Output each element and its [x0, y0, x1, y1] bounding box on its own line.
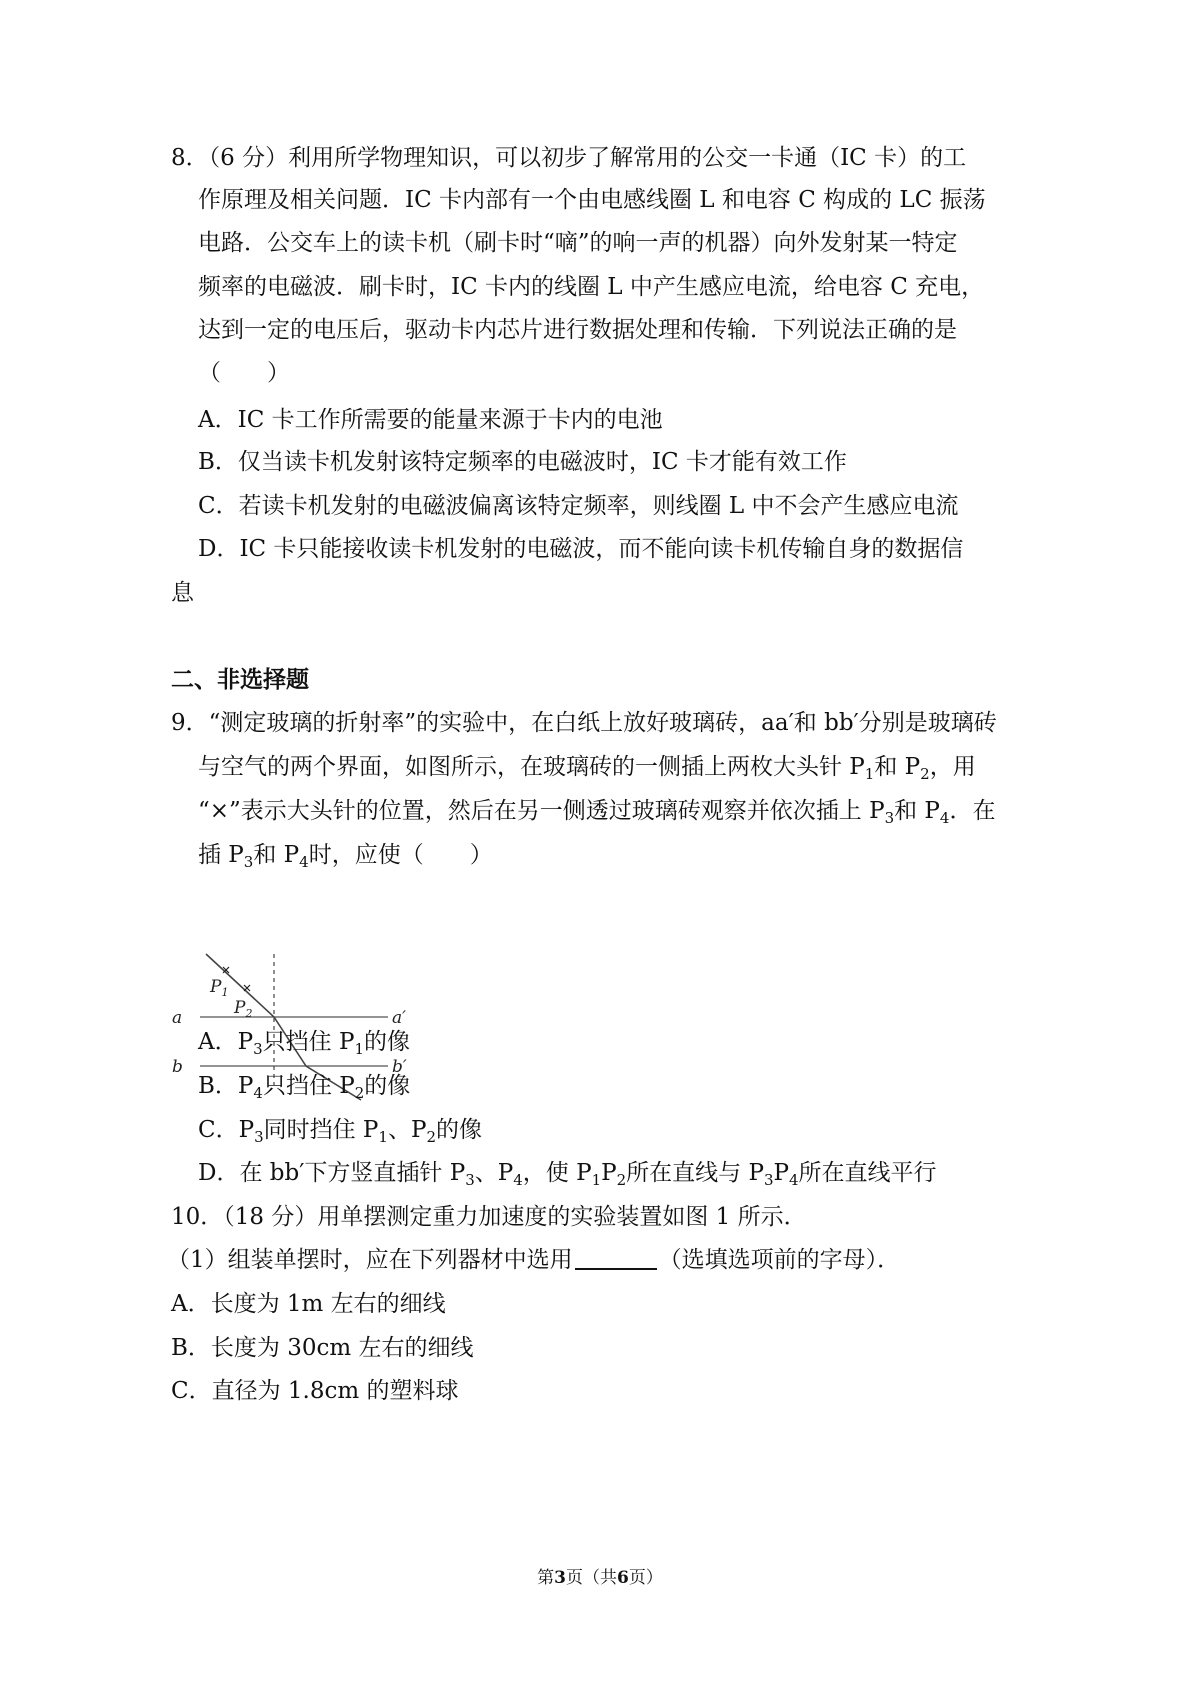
q8-option-d-cont: 息 [171, 580, 194, 606]
q9-sub: 2 [616, 1171, 627, 1189]
q9-sub: 4 [513, 1171, 523, 1189]
q8-option-a: A．IC 卡工作所需要的能量来源于卡内的电池 [198, 407, 663, 433]
q8-line-3: 电路．公交车上的读卡机（刷卡时“嘀”的响一声的机器）向外发射某一特定 [198, 230, 958, 256]
pin-p2-mark [244, 985, 250, 991]
q9-line-1: 9．“测定玻璃的折射率”的实验中，在白纸上放好玻璃砖，aa′和 bb′分别是玻璃砖 [171, 710, 997, 736]
footer-page-number: 3 [554, 1568, 566, 1588]
q9-option-c-text: 、P [387, 1117, 427, 1143]
q9-option-d-text: D．在 bb′下方竖直插针 P [198, 1160, 466, 1186]
q9-line-4-text-a: 插 P [198, 842, 244, 868]
q9-sub: 4 [789, 1171, 799, 1189]
q9-sub: 2 [426, 1128, 436, 1146]
q10-option-a: A．长度为 1m 左右的细线 [171, 1291, 446, 1317]
q9-line-2-text-a: 与空气的两个界面，如图所示，在玻璃砖的一侧插上两枚大头针 P [198, 754, 865, 780]
q9-line-2 [198, 752, 976, 782]
q9-sub: 3 [884, 809, 895, 827]
q10-line-2 [167, 1245, 900, 1275]
q9-option-b-text: B．P [198, 1073, 254, 1099]
q9-line-2-text-c: ，用 [929, 754, 976, 780]
q8-line-5: 达到一定的电压后，驱动卡内芯片进行数据处理和传输．下列说法正确的是 [198, 317, 957, 343]
label-b: b [172, 1057, 183, 1077]
q9-sub: 3 [253, 1040, 263, 1058]
footer-total-pages: 6 [617, 1568, 629, 1588]
footer-prefix: 第 [537, 1568, 555, 1588]
q9-line-3-text-c: ．在 [949, 798, 996, 824]
q9-option-a-text: A．P [198, 1029, 254, 1055]
q9-option-c-text: C．P [198, 1117, 255, 1143]
q9-line-3 [198, 796, 995, 826]
q9-sub: 2 [920, 765, 930, 783]
answer-blank[interactable] [575, 1246, 657, 1270]
q8-option-c: C．若读卡机发射的电磁波偏离该特定频率，则线圈 L 中不会产生感应电流 [198, 493, 959, 519]
q9-sub: 1 [864, 765, 875, 783]
q9-option-d-text: ，使 P [522, 1160, 592, 1186]
q9-line-4-text-c: 时，应使（ ） [308, 842, 493, 868]
q9-sub: 4 [299, 853, 309, 871]
label-a-prime: a′ [392, 1008, 406, 1028]
q9-option-a [198, 1027, 410, 1057]
q9-sub: 4 [253, 1084, 263, 1102]
q9-sub: 3 [763, 1171, 774, 1189]
section-heading: 二、非选择题 [171, 666, 309, 693]
footer-mid: 页（共 [566, 1568, 617, 1588]
q9-sub: 3 [243, 853, 254, 871]
label-p1: $P_1$ [210, 977, 229, 999]
label-p2: $P_2$ [234, 998, 253, 1020]
q10-option-c: C．直径为 1.8cm 的塑料球 [171, 1378, 459, 1404]
q9-option-a-text: 的像 [363, 1029, 410, 1055]
q9-sub: 1 [591, 1171, 602, 1189]
q9-option-b-text: 只挡住 P [262, 1073, 355, 1099]
q9-option-d [198, 1158, 937, 1188]
q9-sub: 3 [254, 1128, 264, 1146]
q9-option-d-text: 所在直线与 P [626, 1160, 764, 1186]
q9-line-4-text-b: 和 P [253, 842, 300, 868]
q9-option-b [198, 1071, 410, 1101]
q9-option-d-text: P [773, 1160, 789, 1186]
q9-option-c-text: 的像 [436, 1117, 482, 1143]
q9-option-d-text: 、P [474, 1160, 514, 1186]
q9-sub: 3 [465, 1171, 475, 1189]
q9-sub: 4 [939, 809, 950, 827]
label-b-prime: b′ [392, 1057, 407, 1077]
q8-line-6: （ ） [198, 360, 290, 386]
q10-line-2-text-b: （选填选项前的字母）． [658, 1247, 901, 1273]
q8-option-d: D．IC 卡只能接收读卡机发射的电磁波，而不能向读卡机传输自身的数据信 [198, 536, 964, 562]
q10-option-b: B．长度为 30cm 左右的细线 [171, 1335, 474, 1361]
label-a: a [172, 1008, 183, 1028]
q8-line-4: 频率的电磁波．刷卡时，IC 卡内的线圈 L 中产生感应电流，给电容 C 充电， [198, 274, 985, 300]
q9-line-3-text-b: 和 P [894, 798, 940, 824]
q10-line-1: 10．（18 分）用单摆测定重力加速度的实验装置如图 1 所示． [171, 1204, 807, 1230]
q9-line-2-text-b: 和 P [874, 754, 921, 780]
q8-line-2: 作原理及相关问题．IC 卡内部有一个由电感线圈 L 和电容 C 构成的 LC 振荡 [198, 187, 986, 213]
q9-option-c-text: 同时挡住 P [263, 1117, 379, 1143]
q9-option-c [198, 1115, 482, 1145]
q9-option-b-text: 的像 [364, 1073, 411, 1099]
q9-line-4 [198, 840, 493, 870]
q9-sub: 1 [354, 1040, 364, 1058]
q8-option-b: B．仅当读卡机发射该特定频率的电磁波时，IC 卡才能有效工作 [198, 449, 847, 475]
q9-option-d-text: 所在直线平行 [798, 1160, 937, 1186]
q9-option-d-text: P [601, 1160, 617, 1186]
q9-line-3-text-a: “×”表示大头针的位置，然后在另一侧透过玻璃砖观察并依次插上 P [198, 798, 885, 824]
q8-line-1: 8．（6 分）利用所学物理知识，可以初步了解常用的公交一卡通（IC 卡）的工 [171, 145, 967, 171]
page-footer [0, 1567, 1200, 1589]
q9-option-a-text: 只挡住 P [262, 1029, 355, 1055]
q9-sub: 1 [378, 1128, 388, 1146]
q9-sub: 2 [354, 1084, 365, 1102]
footer-suffix: 页） [628, 1568, 663, 1588]
q10-line-2-text-a: （1）组装单摆时，应在下列器材中选用 [167, 1247, 573, 1273]
